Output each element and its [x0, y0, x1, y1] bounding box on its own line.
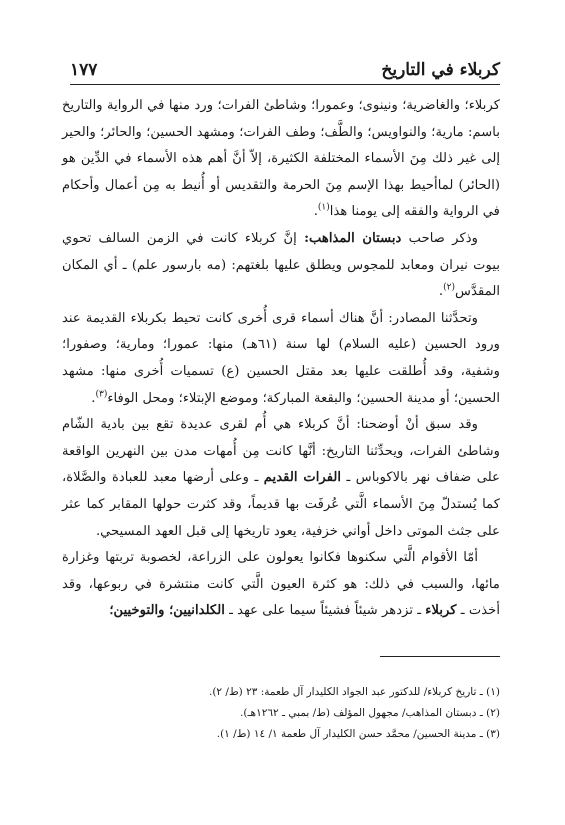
footnote-rule — [380, 656, 500, 657]
footnote-ref-1: (١) — [317, 202, 330, 213]
paragraph-5-lead: أمّا الأقوام الَّتي سكنوها فكانوا يعولون على الزراعة، لخصوبة تربتها وغزارة مائها، والسبب في ذلك: هو كثرة العيون الَّتي كانت منتشرة في ربوعها، وقد أخذت ـ — [62, 550, 500, 619]
karbala-name: كربلاء — [425, 603, 457, 619]
footnote-ref-2: (٢) — [443, 282, 455, 293]
paragraph-2: وذكر صاحب دبستان المذاهب: إنَّ كربلاء كانت في الزمن السالف تحوي بيوت نيران ومعابد للمجوس ويطلق عليها بلغتهم: (مه بارسور علم) ـ أي المكان المقدَّس$^{(٢)}$. — [62, 230, 500, 300]
running-title: كربلاء في التاريخ — [381, 60, 500, 80]
header-rule — [70, 84, 500, 85]
footnote-ref-3: (٣) — [95, 389, 108, 400]
page-header — [70, 58, 500, 80]
paragraph-2-lead: وذكر صاحب — [408, 230, 478, 246]
paragraph-1: كربلاء؛ والغاضرية؛ ونينوى؛ وعمورا؛ وشاطئ الفرات؛ ورد منها في الرواية والتاريخ باسم: مارية؛ والنواويس؛ والطَّف؛ وطف الفرات؛ ومشهد الحسين؛ والحائر؛ والحير إلى غير ذلك مِنَ الأسماء المختلفة الكثيرة، إلاّ أنَّ أهم هذه الأسماء في الدِّين هو (الحائر) لماأحيط بهذا الإسم مِنَ الحرمة والتقديس أو أُنيط به مِن أعمال وأحكام في الرواية والفقه إلى يومنا هذا$^{(١)}$. — [62, 98, 500, 220]
footnote-3: (٣) ـ مدينة الحسين/ محمَّد حسن الكليدار آل طعمة ١/ ١٤ (ط/ ١). — [216, 728, 500, 740]
paragraph-4 — [62, 412, 500, 545]
ancient-euphrates: الفرات القديم — [263, 470, 342, 486]
footnote-2: (٢) ـ دبستان المذاهب/ مجهول المؤلف (ط/ بمبي ـ ١٢٦٢هـ). — [240, 707, 500, 719]
chaldeans-name: الكلدانيين؛ والتوخيين؛ — [109, 603, 225, 619]
main-text — [62, 93, 500, 625]
paragraph-3: وتحدَّثنا المصادر: أنَّ هناك أسماء قرى أُخرى كانت تحيط بكربلاء القديمة عند ورود الحسين (عليه السلام) لها سنة (٦١هـ) منها: عمورا؛ ومارية؛ وصفورا؛ وشفية، وقد أُطلقت عليها بعد مقتل الحسين (ع) تسميات أُخرى منها: مشهد الحسين؛ أو مدينة الحسين؛ والبقعة المباركة؛ وموضع الإبتلاء؛ ومحل الوفاء$^{(٣)}$. — [62, 310, 500, 406]
footnote-1: (١) ـ تاريخ كربلاء/ للدكتور عبد الجواد الكليدار آل طعمة: ٢٣ (ط/ ٢). — [208, 686, 500, 698]
paragraph-4-lead: وقد سبق أنْ أوضحنا: أنَّ كربلاء هي أُم لقرى عديدة تقع بين بادية الشّام وشاطئ الفرات، ويحدِّثنا التاريخ: أنَّها كانت مِن أُمهات مدن بين النهرين الواقعة على ضفاف نهر بالاكوباس ـ — [62, 417, 500, 486]
page-number: ١٧٧ — [70, 60, 98, 80]
paragraph-5-mid: ـ تزدهر شيئاً فشيئاً سيما على عهد ـ — [229, 603, 422, 619]
paragraph-2-text: إنَّ كربلاء كانت في الزمن السالف تحوي بيوت نيران ومعابد للمجوس ويطلق عليها بلغتهم: (مه بارسور علم) ـ أي المكان المقدَّس — [62, 230, 500, 300]
source-title: دبستان المذاهب: — [304, 230, 402, 246]
paragraph-3-text: وتحدَّثنا المصادر: أنَّ هناك أسماء قرى أُخرى كانت تحيط بكربلاء القديمة عند ورود الحسين (عليه السلام) لها سنة (٦١هـ) منها: عمورا؛ ومارية؛ وصفورا؛ وشفية، وقد أُطلقت عليها بعد مقتل الحسين (ع) تسميات أُخرى منها: مشهد الحسين؛ أو مدينة الحسين؛ والبقعة المباركة؛ وموضع الإبتلاء؛ ومحل الوفاء — [62, 310, 500, 406]
paragraph-5 — [62, 545, 500, 625]
paragraph-4-text: ـ وعلى أرضها معبد للعبادة والصَّلاة، كما يُستدلّ مِنَ الأسماء الَّتي عُرفَت بها قديماً، وقد كثرت حولها المقابر كما عثر على جثث الموتى داخل أواني خزفية، يعود تاريخها إلى قبل العهد المسيحي. — [62, 470, 500, 539]
paragraph-1-text: كربلاء؛ والغاضرية؛ ونينوى؛ وعمورا؛ وشاطئ الفرات؛ ورد منها في الرواية والتاريخ باسم: مارية؛ والنواويس؛ والطَّف؛ وطف الفرات؛ ومشهد الحسين؛ والحائر؛ والحير إلى غير ذلك مِنَ الأسماء المختلفة الكثيرة، إلاّ أنَّ أهم هذه الأسماء في الدِّين هو (الحائر) لماأحيط بهذا الإسم مِنَ الحرمة والتقديس أو أُنيط به مِن أعمال وأحكام في الرواية والفقه إلى يومنا هذا — [62, 98, 500, 220]
footnotes — [100, 682, 500, 745]
